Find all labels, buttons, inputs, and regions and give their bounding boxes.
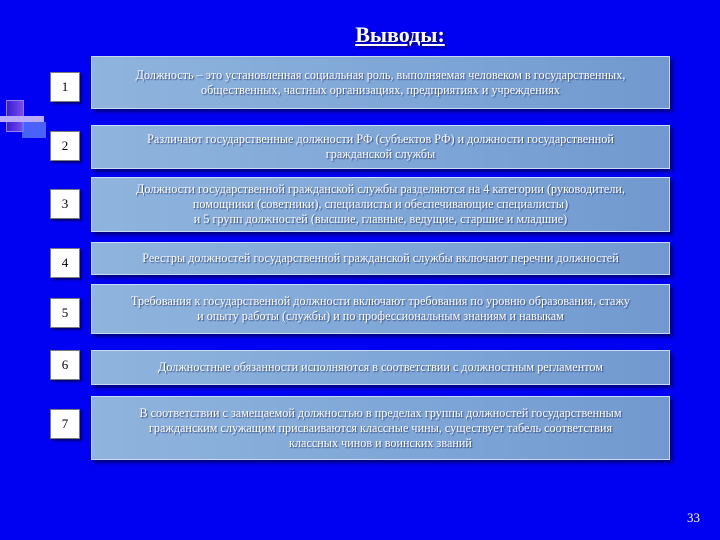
conclusion-box <box>91 56 670 109</box>
conclusion-text: Различают государственные должности РФ (субъектов РФ) и должности государственной гражданской службы <box>147 132 614 161</box>
decorative-square <box>22 122 46 138</box>
conclusion-text: Должностные обязанности исполняются в соответствии с должностным регламентом <box>158 360 603 374</box>
item-number-badge: 7 <box>50 409 80 439</box>
item-number-badge: 2 <box>50 131 80 161</box>
item-number-badge: 5 <box>50 298 80 328</box>
conclusion-text: Должность – это установленная социальная роль, выполняемая человеком в государственных, общественных, частных организациях, предприятиях и учреждениях <box>135 67 626 97</box>
conclusion-box <box>91 350 670 385</box>
conclusion-box <box>91 396 670 460</box>
conclusion-box <box>91 284 670 334</box>
conclusion-text: Реестры должностей государственной гражданской службы включают перечни должностей <box>142 251 619 265</box>
slide-title: Выводы: <box>355 22 445 47</box>
page-number: 33 <box>687 510 700 525</box>
item-number-badge: 6 <box>50 350 80 380</box>
item-number-badge: 1 <box>50 72 80 102</box>
item-number-badge: 4 <box>50 248 80 278</box>
conclusion-text: В соответствии с замещаемой должностью в пределах группы должностей государственным гражданским служащим присваиваются классные чины, существует табель соответствия классных чинов и воинских званий <box>139 405 622 450</box>
conclusion-text: Требования к государственной должности включают требования по уровню образования, стажу и опыту работы (службы) и по профессиональным знаниям и навыкам <box>130 294 630 323</box>
decorative-graphic <box>0 100 48 142</box>
conclusion-box <box>91 242 670 275</box>
conclusion-box <box>91 125 670 169</box>
conclusion-text: Должности государственной гражданской службы разделяются на 4 категории (руководители, помощники (советники), специалисты и обеспечивающие специалисты) и 5 групп должностей (высшие, главные, ведущие, старшие и младшие) <box>136 182 625 226</box>
item-number-badge: 3 <box>50 189 80 219</box>
conclusion-box <box>91 177 670 232</box>
